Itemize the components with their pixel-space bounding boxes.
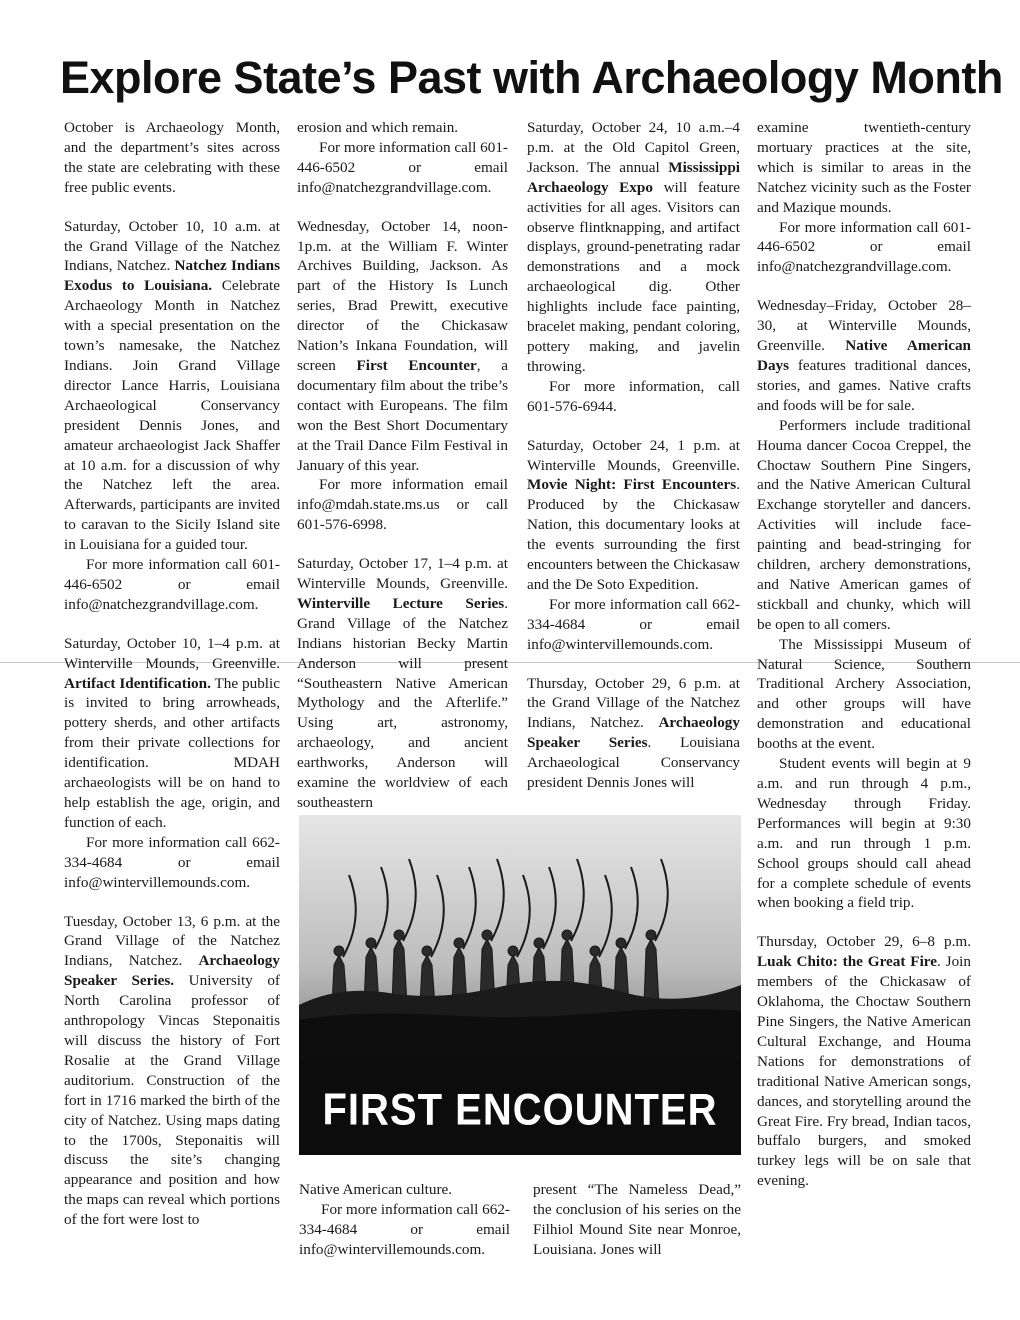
film-still-photo bbox=[299, 815, 741, 1155]
event-title: Artifact Identification. bbox=[64, 674, 211, 692]
article-paragraph bbox=[64, 912, 280, 1231]
event-details: Wednesday–Friday, October 28–30, at Winterville Mounds, Greenville. bbox=[757, 297, 971, 355]
archer-head bbox=[646, 930, 656, 940]
headline: Explore State’s Past with Archaeology Month bbox=[60, 52, 1003, 103]
archer-head bbox=[454, 938, 464, 948]
event-title: Native American Days bbox=[757, 337, 971, 374]
event-description: , a documentary film about the tribe’s contact with Europeans. The film won the Best Short Documentary at the Trail Dance Film Festival in January of this year. bbox=[297, 356, 508, 474]
column-3 bbox=[527, 118, 740, 793]
event-description: University of North Carolina professor of anthropology Vincas Steponaitis will discuss the history of Fort Rosalie at the Grand Village auditorium. Construction of the fort in 1716 marked the birth of the city of Natchez. Using maps dating to the 1700s, Steponaitis will discuss the site’s changing appearance and position and how the maps can reveal which portions of the fort were lost to bbox=[64, 972, 280, 1229]
archer-head bbox=[590, 946, 600, 956]
article-paragraph bbox=[297, 217, 508, 476]
event-title: Archaeology Speaker Series. bbox=[64, 952, 280, 990]
film-title-banner: FIRST ENCOUNTER bbox=[299, 1060, 741, 1155]
article-paragraph bbox=[64, 833, 280, 893]
archer-head bbox=[422, 946, 432, 956]
event-title: Mississippi Archaeology Expo bbox=[527, 158, 740, 196]
article-paragraph bbox=[757, 932, 971, 1191]
archer-head bbox=[562, 930, 572, 940]
paragraph-text: erosion and which remain. bbox=[297, 119, 459, 136]
article-paragraph bbox=[64, 634, 280, 833]
archer-head bbox=[366, 938, 376, 948]
paragraph-text: examine twentieth-century mortuary practices at the site, which is similar to areas in the Natchez vicinity such as the Foster and Mazique mounds. bbox=[757, 119, 971, 216]
event-description: Celebrate Archaeology Month in Natchez with a special presentation on the town’s namesake, the Natchez Indians. Join Grand Village director Lance Harris, Louisiana Archaeological Conservancy president Dennis Jones, and amateur archaeologist Jack Shaffer at 10 a.m. for a discussion of why the Natchez left the area. Afterwards, participants are invited to caravan to the Sicily Island site in Louisiana for a guided tour. bbox=[64, 277, 280, 554]
event-title: Luak Chito: the Great Fire bbox=[757, 953, 938, 971]
archer-head bbox=[394, 930, 404, 940]
article-paragraph bbox=[757, 296, 971, 415]
event-details: Thursday, October 29, 6–8 p.m. bbox=[757, 933, 971, 951]
article-paragraph bbox=[297, 554, 508, 813]
article-paragraph bbox=[527, 595, 740, 655]
article-paragraph bbox=[64, 217, 280, 555]
event-details: Saturday, October 24, 10 a.m.–4 p.m. at the Old Capitol Green, Jackson. The annual bbox=[527, 119, 740, 176]
paragraph-text: For more information call 662-334-4684 or email info@wintervillemounds.com. bbox=[299, 1200, 510, 1258]
event-details: Tuesday, October 13, 6 p.m. at the Grand Village of the Natchez Indians, Natchez. bbox=[64, 912, 280, 970]
article-paragraph bbox=[757, 218, 971, 278]
event-description: The public is invited to bring arrowheads, pottery sherds, and other artifacts from their private collections for identification. MDAH archaeologists will be on hand to help establish the age, origin, and function of each. bbox=[64, 674, 280, 831]
article-paragraph bbox=[527, 377, 740, 417]
article-paragraph bbox=[299, 1180, 510, 1200]
event-title: Movie Night: First Encounters bbox=[527, 476, 737, 494]
archers-silhouette-image bbox=[299, 815, 741, 1065]
event-title: Archaeology Speaker Series bbox=[527, 714, 740, 752]
paragraph-text: For more information call 601-446-6502 or email info@natchezgrandvillage.com. bbox=[757, 218, 971, 276]
archer-head bbox=[482, 930, 492, 940]
event-description: . Louisiana Archaeological Conservancy president Dennis Jones will bbox=[527, 734, 740, 792]
paragraph-text: Native American culture. bbox=[299, 1181, 453, 1198]
paragraph-text: For more information email info@mdah.state.ms.us or call 601-576-6998. bbox=[297, 476, 508, 534]
article-paragraph bbox=[533, 1180, 741, 1260]
event-description: features traditional dances, stories, and games. Native crafts and foods will be for sale. bbox=[757, 356, 971, 414]
column-2 bbox=[297, 118, 508, 813]
article-paragraph bbox=[757, 754, 971, 913]
article-paragraph bbox=[299, 1200, 510, 1260]
article-paragraph bbox=[757, 416, 971, 635]
article-paragraph bbox=[64, 555, 280, 615]
article-paragraph bbox=[297, 118, 508, 138]
event-title: Natchez Indians Exodus to Louisiana. bbox=[64, 257, 280, 295]
article-paragraph bbox=[527, 436, 740, 595]
paragraph-text: For more information call 662-334-4684 or email info@wintervillemounds.com. bbox=[527, 595, 740, 653]
paragraph-text: The Mississippi Museum of Natural Science, Southern Traditional Archery Association, and other groups will have demonstration and educational booths at the event. bbox=[757, 635, 971, 753]
event-details: Wednesday, October 14, noon-1p.m. at the William F. Winter Archives Building, Jackson. As part of the History Is Lunch series, Brad Prewitt, executive director of the Chickasaw Nation’s Inkana Foundation, will screen bbox=[297, 217, 508, 374]
archer-head bbox=[508, 946, 518, 956]
column-2-continued bbox=[299, 1180, 510, 1260]
article-paragraph bbox=[757, 635, 971, 754]
paragraph-text: October is Archaeology Month, and the department’s sites across the state are celebrating with these free public events. bbox=[64, 119, 280, 196]
column-3-continued bbox=[533, 1180, 741, 1260]
article-paragraph bbox=[297, 475, 508, 535]
event-details: Saturday, October 10, 1–4 p.m. at Winterville Mounds, Greenville. bbox=[64, 634, 280, 672]
column-1 bbox=[64, 118, 280, 1230]
article-paragraph bbox=[527, 118, 740, 377]
event-title: First Encounter bbox=[356, 356, 477, 374]
archer-head bbox=[616, 938, 626, 948]
event-details: Saturday, October 17, 1–4 p.m. at Winterville Mounds, Greenville. bbox=[297, 555, 508, 593]
paragraph-text: Performers include traditional Houma dancer Cocoa Creppel, the Choctaw Southern Pine Singers, and the Native American Cultural Exchange storyteller and dancers. Activities will include face-painting and bead-stringing for children, archery demonstrations, and Native American games of stickball and chunky, which will be open to all comers. bbox=[757, 416, 971, 633]
event-details: Saturday, October 10, 10 a.m. at the Grand Village of the Natchez Indians, Natchez. bbox=[64, 217, 280, 275]
paragraph-text: present “The Nameless Dead,” the conclusion of his series on the Filhiol Mound Site near Monroe, Louisiana. Jones will bbox=[533, 1181, 741, 1258]
column-4 bbox=[757, 118, 971, 1191]
event-description: will feature activities for all ages. Visitors can observe flintknapping, and artifact displays, ground-penetrating radar demonstrations and a mock archaeological dig. Other highlights include face painting, bracelet making, pendant coloring, pottery making, and javelin throwing. bbox=[527, 178, 740, 375]
article-paragraph bbox=[527, 674, 740, 793]
archer-head bbox=[334, 946, 344, 956]
archer-head bbox=[534, 938, 544, 948]
paragraph-text: For more information call 662-334-4684 or email info@wintervillemounds.com. bbox=[64, 833, 280, 891]
event-details: Saturday, October 24, 1 p.m. at Winterville Mounds, Greenville. bbox=[527, 436, 740, 474]
article-paragraph bbox=[64, 118, 280, 198]
event-details: Thursday, October 29, 6 p.m. at the Grand Village of the Natchez Indians, Natchez. bbox=[527, 674, 740, 732]
event-description: . Grand Village of the Natchez Indians historian Becky Martin Anderson will present “Southeastern Native American Mythology and the Afterlife.” Using art, astronomy, archaeology, and ancient earthworks, Anderson will examine the worldview of each southeastern bbox=[297, 594, 508, 811]
article-paragraph bbox=[757, 118, 971, 218]
paragraph-text: For more information call 601-446-6502 or email info@natchezgrandvillage.com. bbox=[297, 138, 508, 196]
event-description: . Join members of the Chickasaw of Oklahoma, the Choctaw Southern Pine Singers, the Native American Cultural Exchange, and Houma Nations for demonstrations of traditional Native American songs, dances, and storytelling around the Great Fire. Fry bread, Indian tacos, buffalo burgers, and smoked turkey legs will be on sale that evening. bbox=[757, 953, 971, 1190]
paragraph-text: For more information call 601-446-6502 or email info@natchezgrandvillage.com. bbox=[64, 556, 280, 613]
paragraph-text: For more information, call 601-576-6944. bbox=[527, 377, 740, 415]
event-title: Winterville Lecture Series bbox=[297, 594, 505, 612]
paragraph-text: Student events will begin at 9 a.m. and run through 4 p.m., Wednesday through Friday. Performances will begin at 9:30 a.m. and run through 1 p.m. School groups should call ahead for a complete schedule of events when booking a field trip. bbox=[757, 755, 971, 912]
article-paragraph bbox=[297, 138, 508, 198]
event-description: . Produced by the Chickasaw Nation, this documentary looks at the events surrounding the first encounters between the Chickasaw and the De Soto Expedition. bbox=[527, 476, 740, 593]
